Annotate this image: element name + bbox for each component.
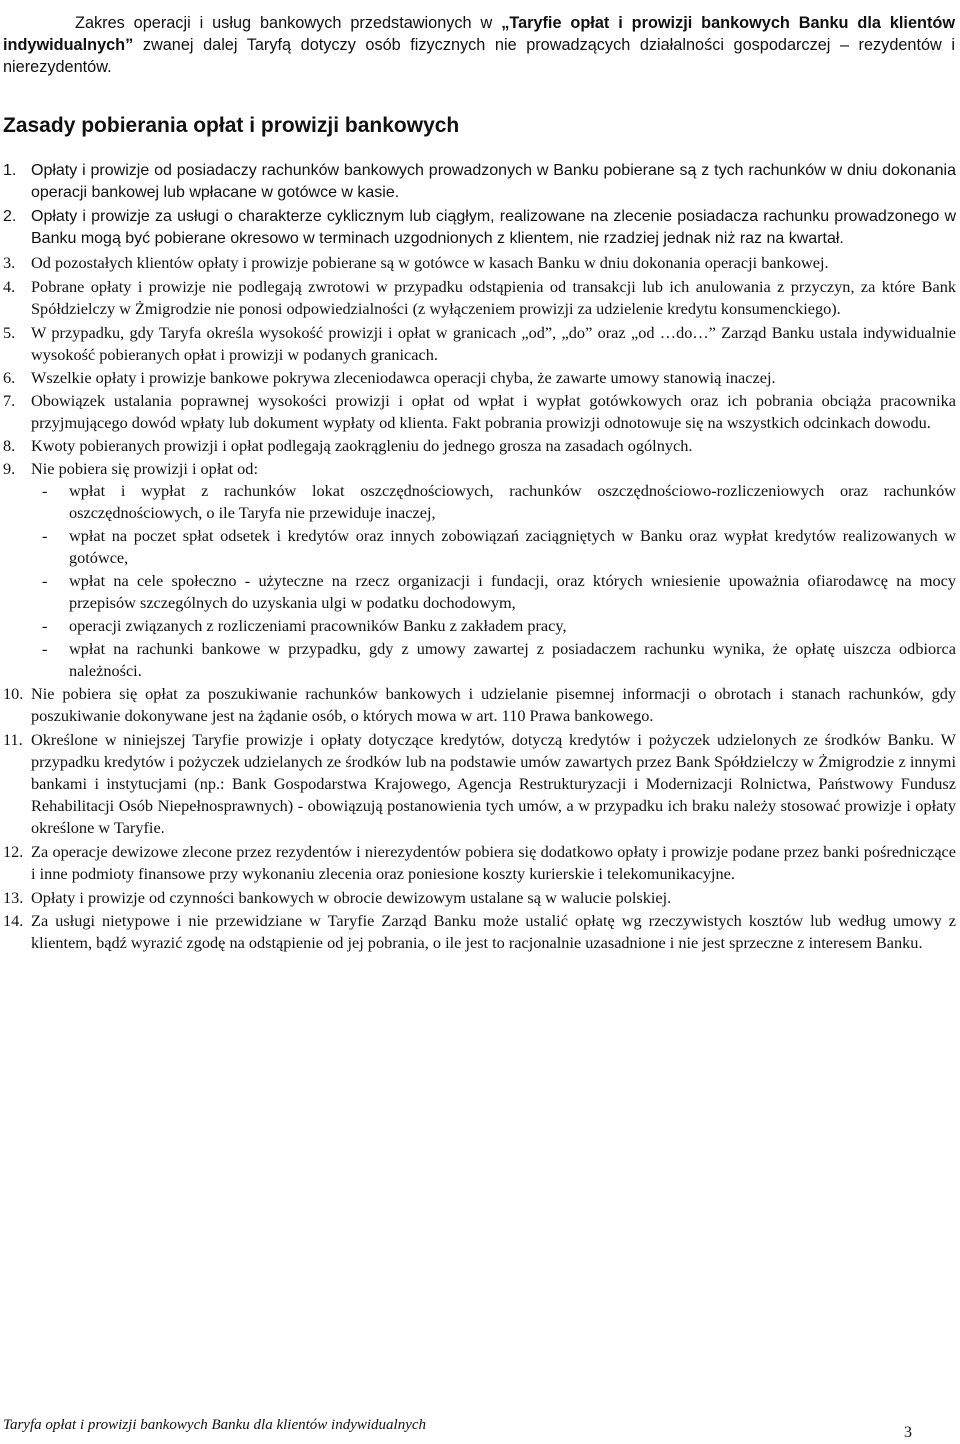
list-item [3, 276, 956, 320]
sub-item [3, 480, 956, 524]
sub-item-text: wpłat na poczet spłat odsetek i kredytów oraz innych zobowiązań zaciągniętych w Banku oraz wypłat kredytów realizowanych w gotówce, [69, 526, 956, 567]
section-heading: Zasady pobierania opłat i prowizji bankowych [3, 114, 460, 137]
sub-item-text: wpłat i wypłat z rachunków lokat oszczędnościowych, rachunków oszczędnościowo-rozliczeniowych oraz rachunków oszczędnościowych, o ile Taryfa nie przewiduje inaczej, [69, 481, 956, 522]
item-text: Opłaty i prowizje od czynności bankowych w obrocie dewizowym ustalane są w walucie polskiej. [31, 888, 672, 907]
item-text: Za usługi nietypowe i nie przewidziane w Taryfie Zarząd Banku może ustalić opłatę wg rzeczywistych kosztów lub według umowy z klientem, bądź wyrazić zgodę na odstąpienie od jej pobrania, o ile jest to racjonalnie uzasadnione i nie jest sprzeczne z interesem Banku. [31, 911, 956, 952]
sub-item [3, 615, 956, 637]
item-number: 5. [3, 323, 16, 342]
sub-item [3, 638, 956, 682]
item-number: 13. [3, 888, 24, 907]
intro-lead: Zakres operacji i usług bankowych przedstawionych w [75, 14, 502, 33]
item-number: 12. [3, 842, 24, 861]
list-item [3, 252, 956, 274]
item-number: 9. [3, 459, 16, 478]
item-number: 10. [3, 684, 24, 703]
sub-item-text: wpłat na rachunki bankowe w przypadku, gdy z umowy zawartej z posiadaczem rachunku wynika, że opłatę uiszcza odbiorca należności. [69, 639, 956, 680]
item-text: Obowiązek ustalania poprawnej wysokości prowizji i opłat od wpłat i wypłat gotówkowych oraz ich pobrania obciąża pracownika przyjmującego dowód wpłaty lub dokument wypłaty od klienta. Fakt pobrania prowizji odnotowuje się na wszystkich odcinkach dowodu. [31, 391, 956, 432]
list-item [3, 322, 956, 366]
list-item [3, 435, 956, 457]
item-text: Określone w niniejszej Taryfie prowizje i opłaty dotyczące kredytów, dotyczą kredytów i pożyczek udzielonych ze środków Banku. W przypadku kredytów i pożyczek udzielanych ze środków lub na podstawie umów zawartych przez Bank Spółdzielczy w Żmigrodzie z innymi bankami i instytucjami (np.: Bank Gospodarstwa Krajowego, Agencja Restrukturyzacji i Modernizacji Rolnictwa, Państwowy Fundusz Rehabilitacji Osób Niepełnosprawnych) - obowiązują postanowienia tych umów, a w przypadku ich braku należy stosować prowizje i opłaty określone w Taryfie. [31, 730, 956, 837]
list-item [3, 458, 956, 480]
item-number: 1. [3, 162, 17, 179]
item-number: 14. [3, 911, 24, 930]
sub-item [3, 570, 956, 614]
list-item [3, 887, 956, 909]
intro-paragraph [3, 12, 955, 78]
list-item [3, 910, 956, 954]
sub-item-marker: - [42, 616, 48, 635]
item-text: Za operacje dewizowe zlecone przez rezydentów i nierezydentów pobiera się dodatkowo opłaty i prowizje podane przez banki pośredniczące i inne podmioty finansowe przy wykonaniu zlecenia oraz poniesione koszty kurierskie i telekomunikacyjne. [31, 842, 956, 883]
item-text: Kwoty pobieranych prowizji i opłat podlegają zaokrągleniu do jednego grosza na zasadach ogólnych. [31, 436, 693, 455]
sub-item-marker: - [42, 481, 48, 500]
item-number: 4. [3, 277, 16, 296]
item-text: Opłaty i prowizje za usługi o charakterze cyklicznym lub ciągłym, realizowane na zlecenie posiadacza rachunku prowadzonego w Banku mogą być pobierane okresowo w terminach uzgodnionych z klientem, nie rzadziej jednak niż raz na kwartał. [31, 208, 956, 247]
list-item [3, 367, 956, 389]
item-text: Nie pobiera się prowizji i opłat od: [31, 459, 258, 478]
list-item [3, 729, 956, 839]
item-text: Od pozostałych klientów opłaty i prowizje pobierane są w gotówce w kasach Banku w dniu dokonania operacji bankowej. [31, 253, 829, 272]
item-number: 11. [3, 730, 23, 749]
item-text: Pobrane opłaty i prowizje nie podlegają zwrotowi w przypadku odstąpienia od transakcji lub ich anulowania z przyczyn, za które Bank Spółdzielczy w Żmigrodzie nie ponosi odpowiedzialności (z wyłączeniem prowizji za udzielenie kredytu konsumenckiego). [31, 277, 956, 318]
item-number: 6. [3, 368, 16, 387]
item-text: Wszelkie opłaty i prowizje bankowe pokrywa zleceniodawca operacji chyba, że zawarte umowy stanowią inaczej. [31, 368, 776, 387]
intro-bold-title: „Taryfie opłat i prowizji bankowych Banku dla klientów indywidualnych” [3, 14, 955, 55]
sub-item-marker: - [42, 526, 48, 545]
item-text: Nie pobiera się opłat za poszukiwanie rachunków bankowych i udzielanie pisemnej informacji o obrotach i stanach rachunków, gdy poszukiwanie dokonywane jest na żądanie osób, o których mowa w art. 110 Prawa bankowego. [31, 684, 956, 725]
item-number: 3. [3, 253, 16, 272]
sub-item-text: operacji związanych z rozliczeniami pracowników Banku z zakładem pracy, [69, 616, 567, 635]
item-text: Opłaty i prowizje od posiadaczy rachunków bankowych prowadzonych w Banku pobierane są z tych rachunków w dniu dokonania operacji bankowej lub wpłacane w gotówce w kasie. [31, 162, 956, 201]
item-number: 2. [3, 208, 17, 225]
item-number: 7. [3, 391, 16, 410]
footer-title: Taryfa opłat i prowizji bankowych Banku dla klientów indywidualnych [3, 1417, 427, 1433]
sub-item-text: wpłat na cele społeczno - użyteczne na rzecz organizacji i fundacji, oraz których wniesienie upoważnia ofiarodawcę na mocy przepisów szczególnych do uzyskania ulgi w podatku dochodowym, [69, 571, 956, 612]
list-item [3, 683, 956, 727]
sub-item-marker: - [42, 571, 48, 590]
rules-list [3, 160, 956, 954]
sub-item [3, 525, 956, 569]
item-text: W przypadku, gdy Taryfa określa wysokość prowizji i opłat w granicach „od”, „do” oraz „od …do…” Zarząd Banku ustala indywidualnie wysokość pobieranych opłat i prowizji w podanych granicach. [31, 323, 956, 364]
list-item [3, 206, 956, 250]
list-item [3, 160, 956, 204]
sub-item-marker: - [42, 639, 48, 658]
list-item [3, 390, 956, 434]
page-number: 3 [904, 1424, 912, 1441]
list-item [3, 841, 956, 885]
intro-rest: zwanej dalej Taryfą dotyczy osób fizycznych nie prowadzących działalności gospodarczej – rezydentów i nierezydentów. [3, 36, 955, 77]
item-number: 8. [3, 436, 16, 455]
